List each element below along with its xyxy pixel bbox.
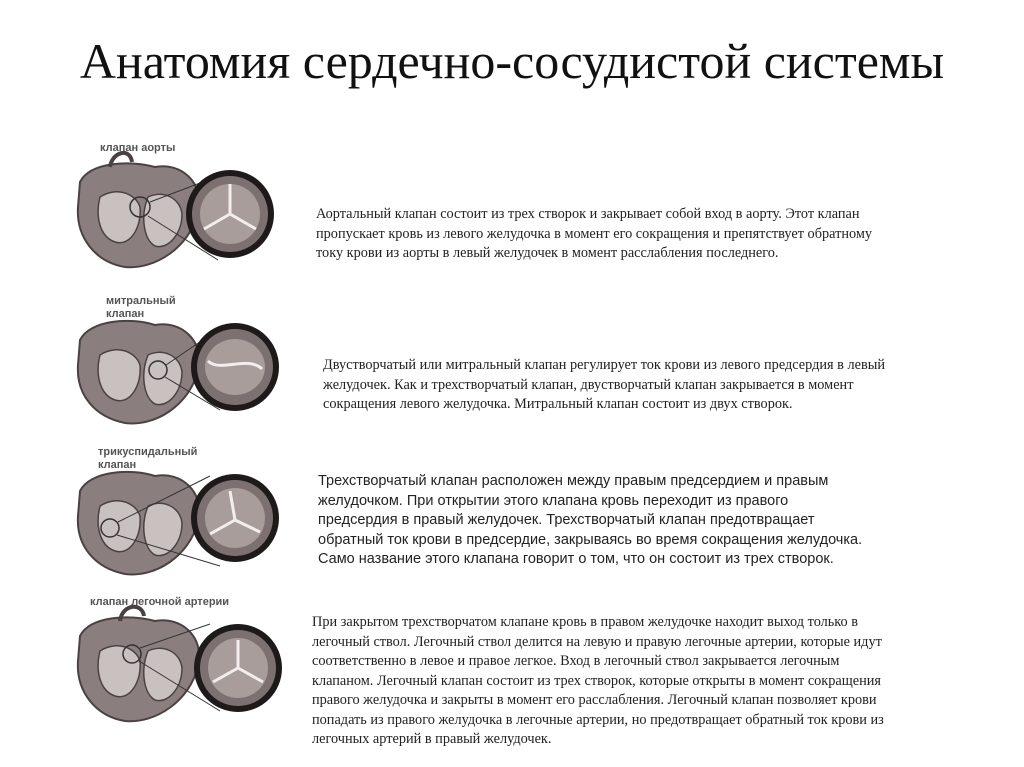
mitral-valve-closeup-icon: [191, 323, 279, 411]
pulmonary-valve-illustration: [70, 596, 300, 741]
description-line: Само название этого клапана говорит о том, что он состоит из трех створок.: [318, 551, 834, 568]
valve-label-line: клапан: [98, 459, 137, 471]
valve-description-pulmonary: [312, 613, 1012, 750]
valve-label-line: клапан легочной артерии: [90, 596, 230, 608]
tricuspid-valve-closeup-icon: [191, 474, 279, 562]
valve-row-tricuspid: [70, 446, 300, 591]
valve-label-line: клапан: [106, 308, 145, 320]
description-line: желудочек. Как и трехстворчатый клапан, двустворчатый клапан закрывается в момент: [323, 376, 854, 393]
valve-row-mitral: [70, 295, 300, 440]
aortic-valve-illustration: [70, 142, 300, 287]
valve-row-pulmonary: [70, 596, 300, 741]
description-line: обратный ток крови в предсердие, закрываясь во время сокращения желудочка.: [318, 531, 863, 548]
pulmonary-valve-closeup-icon: [194, 624, 282, 712]
valve-description-tricuspid: [318, 472, 998, 570]
description-line: Двустворчатый или митральный клапан регулирует ток крови из левого предсердия в левый: [323, 357, 885, 373]
description-line: легочный ствол. Легочный ствол делится на левую и правую легочные артерии, которые идут: [312, 633, 882, 650]
valve-label-line: клапан аорты: [100, 142, 176, 154]
valve-description-aortic: [316, 205, 1006, 264]
valve-row-aortic: [70, 142, 300, 287]
description-line: При закрытом трехстворчатом клапане кровь в правом желудочке находит выход только в: [312, 614, 859, 630]
aortic-valve-closeup-icon: [186, 170, 274, 258]
description-line: клапаном. Легочный клапан состоит из трех створок, которые открыты в момент сокращения: [312, 672, 881, 689]
description-line: сокращения левого желудочка. Митральный клапан состоит из двух створок.: [323, 396, 793, 412]
slide-title: [0, 30, 1024, 92]
description-line: току крови из аорты в левый желудочек в момент расслабления последнего.: [316, 245, 779, 261]
description-line: пропускает кровь из левого желудочка в момент его сокращения и препятствует обратному: [316, 225, 873, 242]
description-line: Аортальный клапан состоит из трех створок и закрывает собой вход в аорту. Этот клапан: [316, 206, 860, 222]
description-line: легочных артерий в правый желудочек.: [312, 731, 552, 747]
description-line: предсердия в правый желудочек. Трехстворчатый клапан предотвращает: [318, 512, 815, 529]
valve-description-mitral: [323, 356, 1013, 415]
description-line: Трехстворчатый клапан расположен между правым предсердием и правым: [318, 473, 829, 489]
description-line: правого желудочка и закрыты в момент его расслабления. Легочный клапан позволяет крови: [312, 692, 877, 708]
description-line: соответственно в левое и правое легкое. Вход в легочный ствол закрывается легочным: [312, 653, 840, 669]
description-line: желудочком. При открытии этого клапана кровь переходит из правого: [318, 492, 789, 509]
slide-title-text: Анатомия сердечно-сосудистой системы: [79, 33, 945, 89]
description-line: попадать из правого желудочка в легочные артерии, но предотвращает обратный ток крови из: [312, 711, 884, 728]
valve-label-line: митральный: [106, 295, 176, 307]
mitral-valve-illustration: [70, 295, 300, 440]
valve-label-line: трикуспидальный: [98, 446, 198, 458]
tricuspid-valve-illustration: [70, 446, 300, 591]
